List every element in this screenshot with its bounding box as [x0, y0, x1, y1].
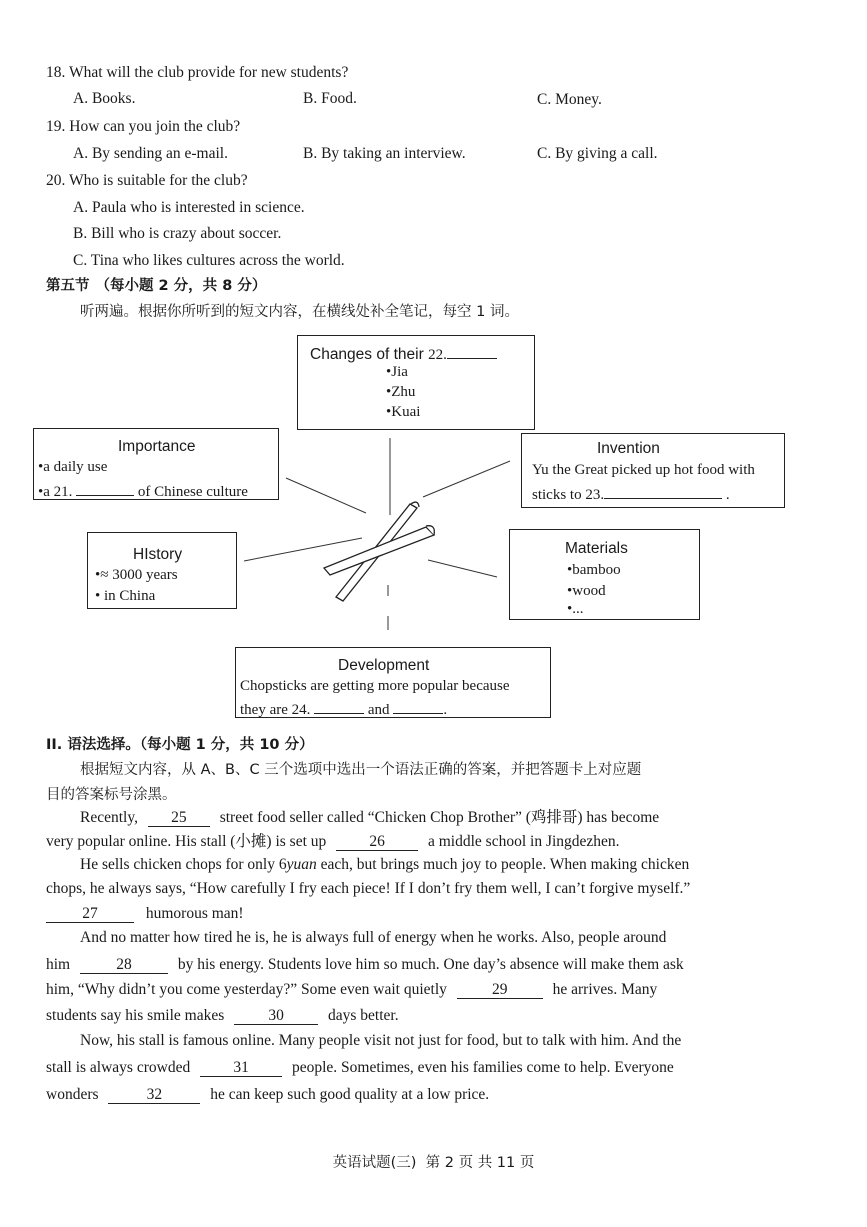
question-18-option-a: A. Books. — [73, 90, 136, 107]
passage-line-4: chops, he always says, “How carefully I fry each piece! If I don’t fry them well, I can’t forgive myself.” — [46, 880, 691, 897]
passage-line-12: wonders 32 he can keep such good quality at a low price. — [46, 1086, 490, 1103]
blank-32[interactable]: 32 — [108, 1087, 200, 1104]
page-footer: 英语试题(三) 第 2 页 共 11 页 — [332, 1155, 535, 1171]
question-19-option-c: C. By giving a call. — [537, 145, 658, 162]
blank-24b[interactable] — [393, 697, 443, 714]
blank-21[interactable] — [76, 479, 134, 496]
invention-title: Invention — [597, 440, 660, 457]
materials-title: Materials — [565, 540, 628, 557]
mindmap-box-materials — [509, 529, 700, 620]
part2-heading: II. 语法选择。（每小题 1 分，共 10 分） — [46, 737, 314, 753]
invention-line1: Yu the Great picked up hot food with — [532, 462, 755, 478]
blank-28[interactable]: 28 — [80, 957, 168, 974]
question-20-option-a: A. Paula who is interested in science. — [73, 199, 305, 216]
passage-line-10: Now, his stall is famous online. Many people visit not just for food, but to talk with him. And the — [80, 1032, 682, 1049]
mindmap-box-development — [235, 647, 551, 718]
changes-item-kuai: •Kuai — [386, 404, 421, 420]
blank-29[interactable]: 29 — [457, 982, 543, 999]
importance-line2: •a 21. of Chinese culture — [38, 479, 248, 502]
development-line1: Chopsticks are getting more popular because — [240, 678, 510, 694]
section5-instruction: 听两遍。根据你所听到的短文内容，在横线处补全笔记，每空 1 词。 — [80, 304, 519, 320]
passage-line-6: And no matter how tired he is, he is always full of energy when he works. Also, people around — [80, 929, 667, 946]
importance-title: Importance — [118, 438, 196, 455]
section5-heading: 第五节 （每小题 2 分，共 8 分） — [46, 278, 267, 294]
passage-line-8: him, “Why didn’t you come yesterday?” Some even wait quietly 29 he arrives. Many — [46, 981, 658, 998]
mindmap-box-history — [87, 532, 237, 609]
invention-line2: sticks to 23. . — [532, 482, 730, 505]
materials-item-wood: •wood — [567, 583, 606, 599]
question-19-option-b: B. By taking an interview. — [303, 145, 466, 162]
passage-line-1: Recently, 25 street food seller called “Chicken Chop Brother” (鸡排哥) has become — [80, 809, 660, 826]
history-item-years: •≈ 3000 years — [95, 567, 178, 583]
history-title: HIstory — [133, 546, 183, 563]
changes-item-zhu: •Zhu — [386, 384, 416, 400]
materials-item-more: •... — [567, 601, 584, 617]
development-line2: they are 24. and . — [240, 697, 447, 720]
history-item-china: • in China — [95, 588, 156, 604]
blank-25[interactable]: 25 — [148, 810, 210, 827]
blank-27[interactable]: 27 — [46, 906, 134, 923]
question-20-stem: 20. Who is suitable for the club? — [46, 172, 248, 189]
blank-22-label: 22. — [428, 347, 447, 363]
importance-line1: •a daily use — [38, 459, 108, 475]
changes-item-jia: •Jia — [386, 364, 408, 380]
part2-instruction-line2: 目的答案标号涂黑。 — [46, 787, 177, 803]
question-20-option-b: B. Bill who is crazy about soccer. — [73, 225, 282, 242]
blank-26[interactable]: 26 — [336, 834, 418, 851]
question-18-stem: 18. What will the club provide for new students? — [46, 64, 349, 81]
blank-23[interactable] — [604, 482, 722, 499]
blank-31[interactable]: 31 — [200, 1060, 282, 1077]
passage-line-7: him 28 by his energy. Students love him so much. One day’s absence will make them ask — [46, 956, 684, 973]
section5-scoring: （每小题 2 分，共 8 分） — [95, 278, 267, 294]
question-18-option-c: C. Money. — [537, 91, 602, 108]
mindmap-box-changes — [297, 335, 535, 430]
chopsticks-icon — [318, 495, 442, 607]
development-title: Development — [338, 657, 430, 674]
mindmap-box-importance — [33, 428, 279, 500]
passage-line-11: stall is always crowded 31 people. Sometimes, even his families come to help. Everyone — [46, 1059, 674, 1076]
passage-line-2: very popular online. His stall (小摊) is set up 26 a middle school in Jingdezhen. — [46, 833, 620, 850]
part2-instruction-line1: 根据短文内容，从 A、B、C 三个选项中选出一个语法正确的答案，并把答题卡上对应题 — [80, 762, 642, 778]
question-18-option-b: B. Food. — [303, 90, 357, 107]
passage-line-9: students say his smile makes 30 days better. — [46, 1007, 399, 1024]
question-19-option-a: A. By sending an e-mail. — [73, 145, 228, 162]
passage-line-3: He sells chicken chops for only 6yuan each, but brings much joy to people. When making chicken — [80, 856, 690, 873]
materials-item-bamboo: •bamboo — [567, 562, 621, 578]
passage-line-5: 27 humorous man! — [46, 904, 244, 924]
blank-30[interactable]: 30 — [234, 1008, 318, 1025]
blank-22[interactable] — [447, 342, 497, 359]
changes-title: Changes of their 22. — [310, 342, 497, 365]
question-20-option-c: C. Tina who likes cultures across the world. — [73, 252, 345, 269]
blank-24a[interactable] — [314, 697, 364, 714]
part2-scoring: （每小题 1 分，共 10 分） — [139, 737, 314, 753]
mindmap-box-invention — [521, 433, 785, 508]
question-19-stem: 19. How can you join the club? — [46, 118, 241, 135]
